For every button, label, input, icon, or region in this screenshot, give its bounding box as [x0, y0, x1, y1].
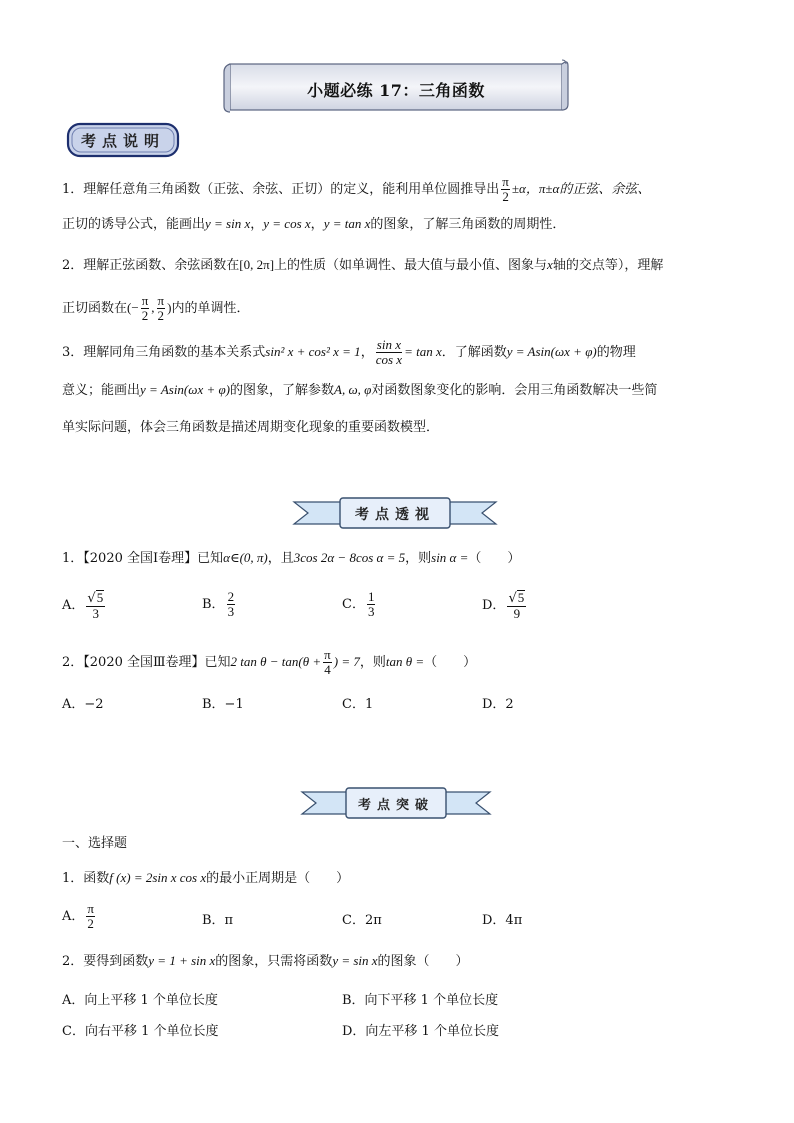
explain-item-3-line-2 — [62, 382, 657, 399]
explain-item-2-line-1 — [62, 257, 663, 274]
bq1-option-a-fraction: $\frac{\pi}{2}$ — [87, 901, 94, 931]
q1-option-d-fraction: $\frac{√5}{9}$ — [508, 590, 525, 621]
q2-answer-blank: （ ） — [424, 655, 477, 670]
bq1-function: f (x) = 2sin x cos x — [109, 870, 207, 885]
q1-option-c[interactable]: C． $\frac{1}{3}$ — [342, 589, 375, 619]
q1-option-c-fraction: $\frac{1}{3}$ — [367, 589, 375, 619]
pi-over-2-fraction: $\frac{\pi}{2}$ — [502, 174, 509, 204]
bq1-option-c[interactable]: C．2π — [342, 913, 382, 928]
formula-cos: y = cos x — [263, 216, 311, 231]
explain-item-2-line-2 — [62, 294, 249, 323]
q1-condition: α∈(0, π) — [223, 550, 268, 565]
q2-option-c[interactable]: C．1 — [342, 697, 374, 712]
q1-ask: sin α = — [431, 550, 469, 565]
explain-item-2-line2-end: 内的单调性． — [171, 301, 250, 316]
explain-item-1-line2-text: 正切的诱导公式，能画出 — [62, 217, 206, 232]
q1-option-b[interactable]: B． $\frac{2}{3}$ — [202, 589, 235, 619]
explain-item-3-text-b: ．了解函数 — [441, 345, 507, 360]
pi-over-4-fraction: $\frac{\pi}{4}$ — [324, 647, 331, 677]
q2-equation-b: ) = 7 — [333, 654, 360, 669]
explain-item-2-number: 2． — [62, 258, 84, 273]
q2-option-b[interactable]: B．−1 — [202, 697, 244, 712]
explain-item-1-line-2: 正切的诱导公式，能画出y = sin x，y = cos x，y = tan x的图象，了解三角函数的周期性． — [62, 216, 566, 232]
q1-stem-text-a: 1．【2020 全国Ⅰ卷理】已知 — [62, 551, 224, 566]
q2-option-d[interactable]: D．2 — [482, 697, 514, 712]
bq2-stem-text-c: 的图象（ ） — [377, 954, 469, 969]
q1-stem-text-b: ，且 — [267, 551, 294, 566]
q1-option-d[interactable]: D． $\frac{√5}{9}$ — [482, 590, 525, 621]
explain-item-1-line-1 — [62, 175, 650, 204]
sin-over-cos-fraction: $\frac{\text{sin x}}{\text{cos x}}$ — [375, 337, 403, 367]
explain-item-3-line2-c: 对函数图象变化的影响．会用三角函数解决一些简 — [371, 383, 658, 398]
interval-open: (− — [127, 300, 139, 315]
bq1-option-b[interactable]: B．π — [202, 913, 234, 928]
explain-item-1-number: 1． — [62, 182, 84, 197]
q2-option-a[interactable]: A．−2 — [62, 697, 104, 712]
section-title-through: 考点透视 — [355, 507, 435, 523]
sinusoid-function: y = Asin(ωx + φ) — [506, 344, 597, 359]
interval-comma: , — [151, 300, 155, 315]
bq2-option-a[interactable]: A．向上平移 1 个单位长度 — [62, 993, 218, 1008]
q1-answer-blank: （ ） — [468, 551, 521, 566]
sinusoid-function-b: y = Asin(ωx + φ) — [140, 382, 231, 397]
q2-ask: tan θ = — [385, 654, 425, 669]
bq1-option-d[interactable]: D．4π — [482, 913, 523, 928]
explain-item-3-number: 3． — [62, 345, 84, 360]
tan-identity: = tan x — [404, 344, 442, 359]
section-title-breakthrough: 考点突破 — [357, 798, 434, 813]
explain-item-1-text-c: π±α的正弦、余弦、 — [538, 181, 651, 196]
q2-stem-text-a: 2．【2020 全国Ⅲ卷理】已知 — [62, 655, 231, 670]
bq2-stem-text-b: 的图象，只需将函数 — [215, 954, 333, 969]
explain-item-3-line2-a: 意义；能画出 — [62, 383, 141, 398]
explain-item-2-text-a: 理解正弦函数、余弦函数在 — [83, 258, 240, 273]
section-title-explain: 考点说明 — [80, 132, 165, 150]
through-question-1-stem — [62, 550, 520, 567]
bq2-option-d[interactable]: D．向左平移 1 个单位长度 — [342, 1024, 499, 1039]
through-question-2-stem — [62, 648, 476, 677]
q1-option-a-fraction: $\frac{√5}{3}$ — [87, 590, 104, 621]
explain-item-3-line-1: 3．理解同角三角函数的基本关系式sin² x + cos² x = 1， $\frac{\text{sin x}}{\text{cos x}}$ = tan x．了解函数y = Asin(ωx + φ)的物理 — [62, 337, 636, 367]
explain-item-3-text-a: 理解同角三角函数的基本关系式 — [83, 345, 266, 360]
page-title: 小题必练 17：三角函数 — [307, 81, 485, 100]
bq2-target-function: y = 1 + sin x — [148, 953, 216, 968]
explain-item-3-line2-b: 的图象，了解参数 — [230, 383, 335, 398]
pythagorean-identity: sin² x + cos² x = 1 — [265, 344, 361, 359]
explain-item-2-text-c: 轴的交点等），理解 — [552, 258, 664, 273]
q2-stem-text-b: ，则 — [359, 655, 386, 670]
explain-item-1-text-b: ±α， — [511, 181, 539, 196]
bq1-option-a[interactable]: A． $\frac{\pi}{2}$ — [62, 901, 94, 931]
bq2-source-function: y = sin x — [332, 953, 378, 968]
bq1-stem-text-b: 的最小正周期是（ ） — [206, 871, 350, 886]
interval-0-2pi: [0, 2π] — [239, 257, 275, 272]
explain-item-1-text-a: 理解任意角三角函数（正弦、余弦、正切）的定义，能利用单位圆推导出 — [83, 182, 500, 197]
bq2-option-c[interactable]: C．向右平移 1 个单位长度 — [62, 1024, 219, 1039]
formula-sin: y = sin x — [205, 216, 251, 231]
explain-item-3-line-3: 单实际问题，体会三角函数是描述周期变化现象的重要函数模型． — [62, 420, 440, 435]
parameters: A, ω, φ — [334, 382, 372, 397]
interval-close: ) — [167, 300, 172, 315]
q1-equation: 3cos 2α − 8cos α = 5 — [293, 550, 406, 565]
explain-item-1-line2-end: 的图象，了解三角函数的周期性． — [370, 217, 566, 232]
q1-option-b-fraction: $\frac{2}{3}$ — [227, 589, 235, 619]
q1-stem-text-c: ，则 — [405, 551, 432, 566]
bq2-option-b[interactable]: B．向下平移 1 个单位长度 — [342, 993, 499, 1008]
q2-equation-a: 2 tan θ − tan(θ + — [230, 654, 322, 669]
explain-item-2-line2-text: 正切函数在 — [62, 301, 128, 316]
break-question-1-stem — [62, 870, 349, 887]
explain-item-2-text-b: 上的性质（如单调性、最大值与最小值、图象与 — [274, 258, 548, 273]
q1-option-a[interactable]: A． $\frac{√5}{3}$ — [62, 590, 104, 621]
x-variable: x — [547, 257, 553, 272]
section-heading-choice: 一、选择题 — [62, 836, 128, 851]
formula-tan: y = tan x — [323, 216, 371, 231]
pi-over-2-fraction-b: $\frac{\pi}{2}$ — [157, 293, 165, 323]
bq2-stem-text-a: 2．要得到函数 — [62, 954, 149, 969]
explain-item-3-text-c: 的物理 — [596, 345, 636, 360]
minus-pi-over-2-fraction: $\frac{\pi}{2}$ — [141, 293, 149, 323]
bq1-stem-text-a: 1．函数 — [62, 871, 110, 886]
break-question-2-stem — [62, 953, 469, 970]
